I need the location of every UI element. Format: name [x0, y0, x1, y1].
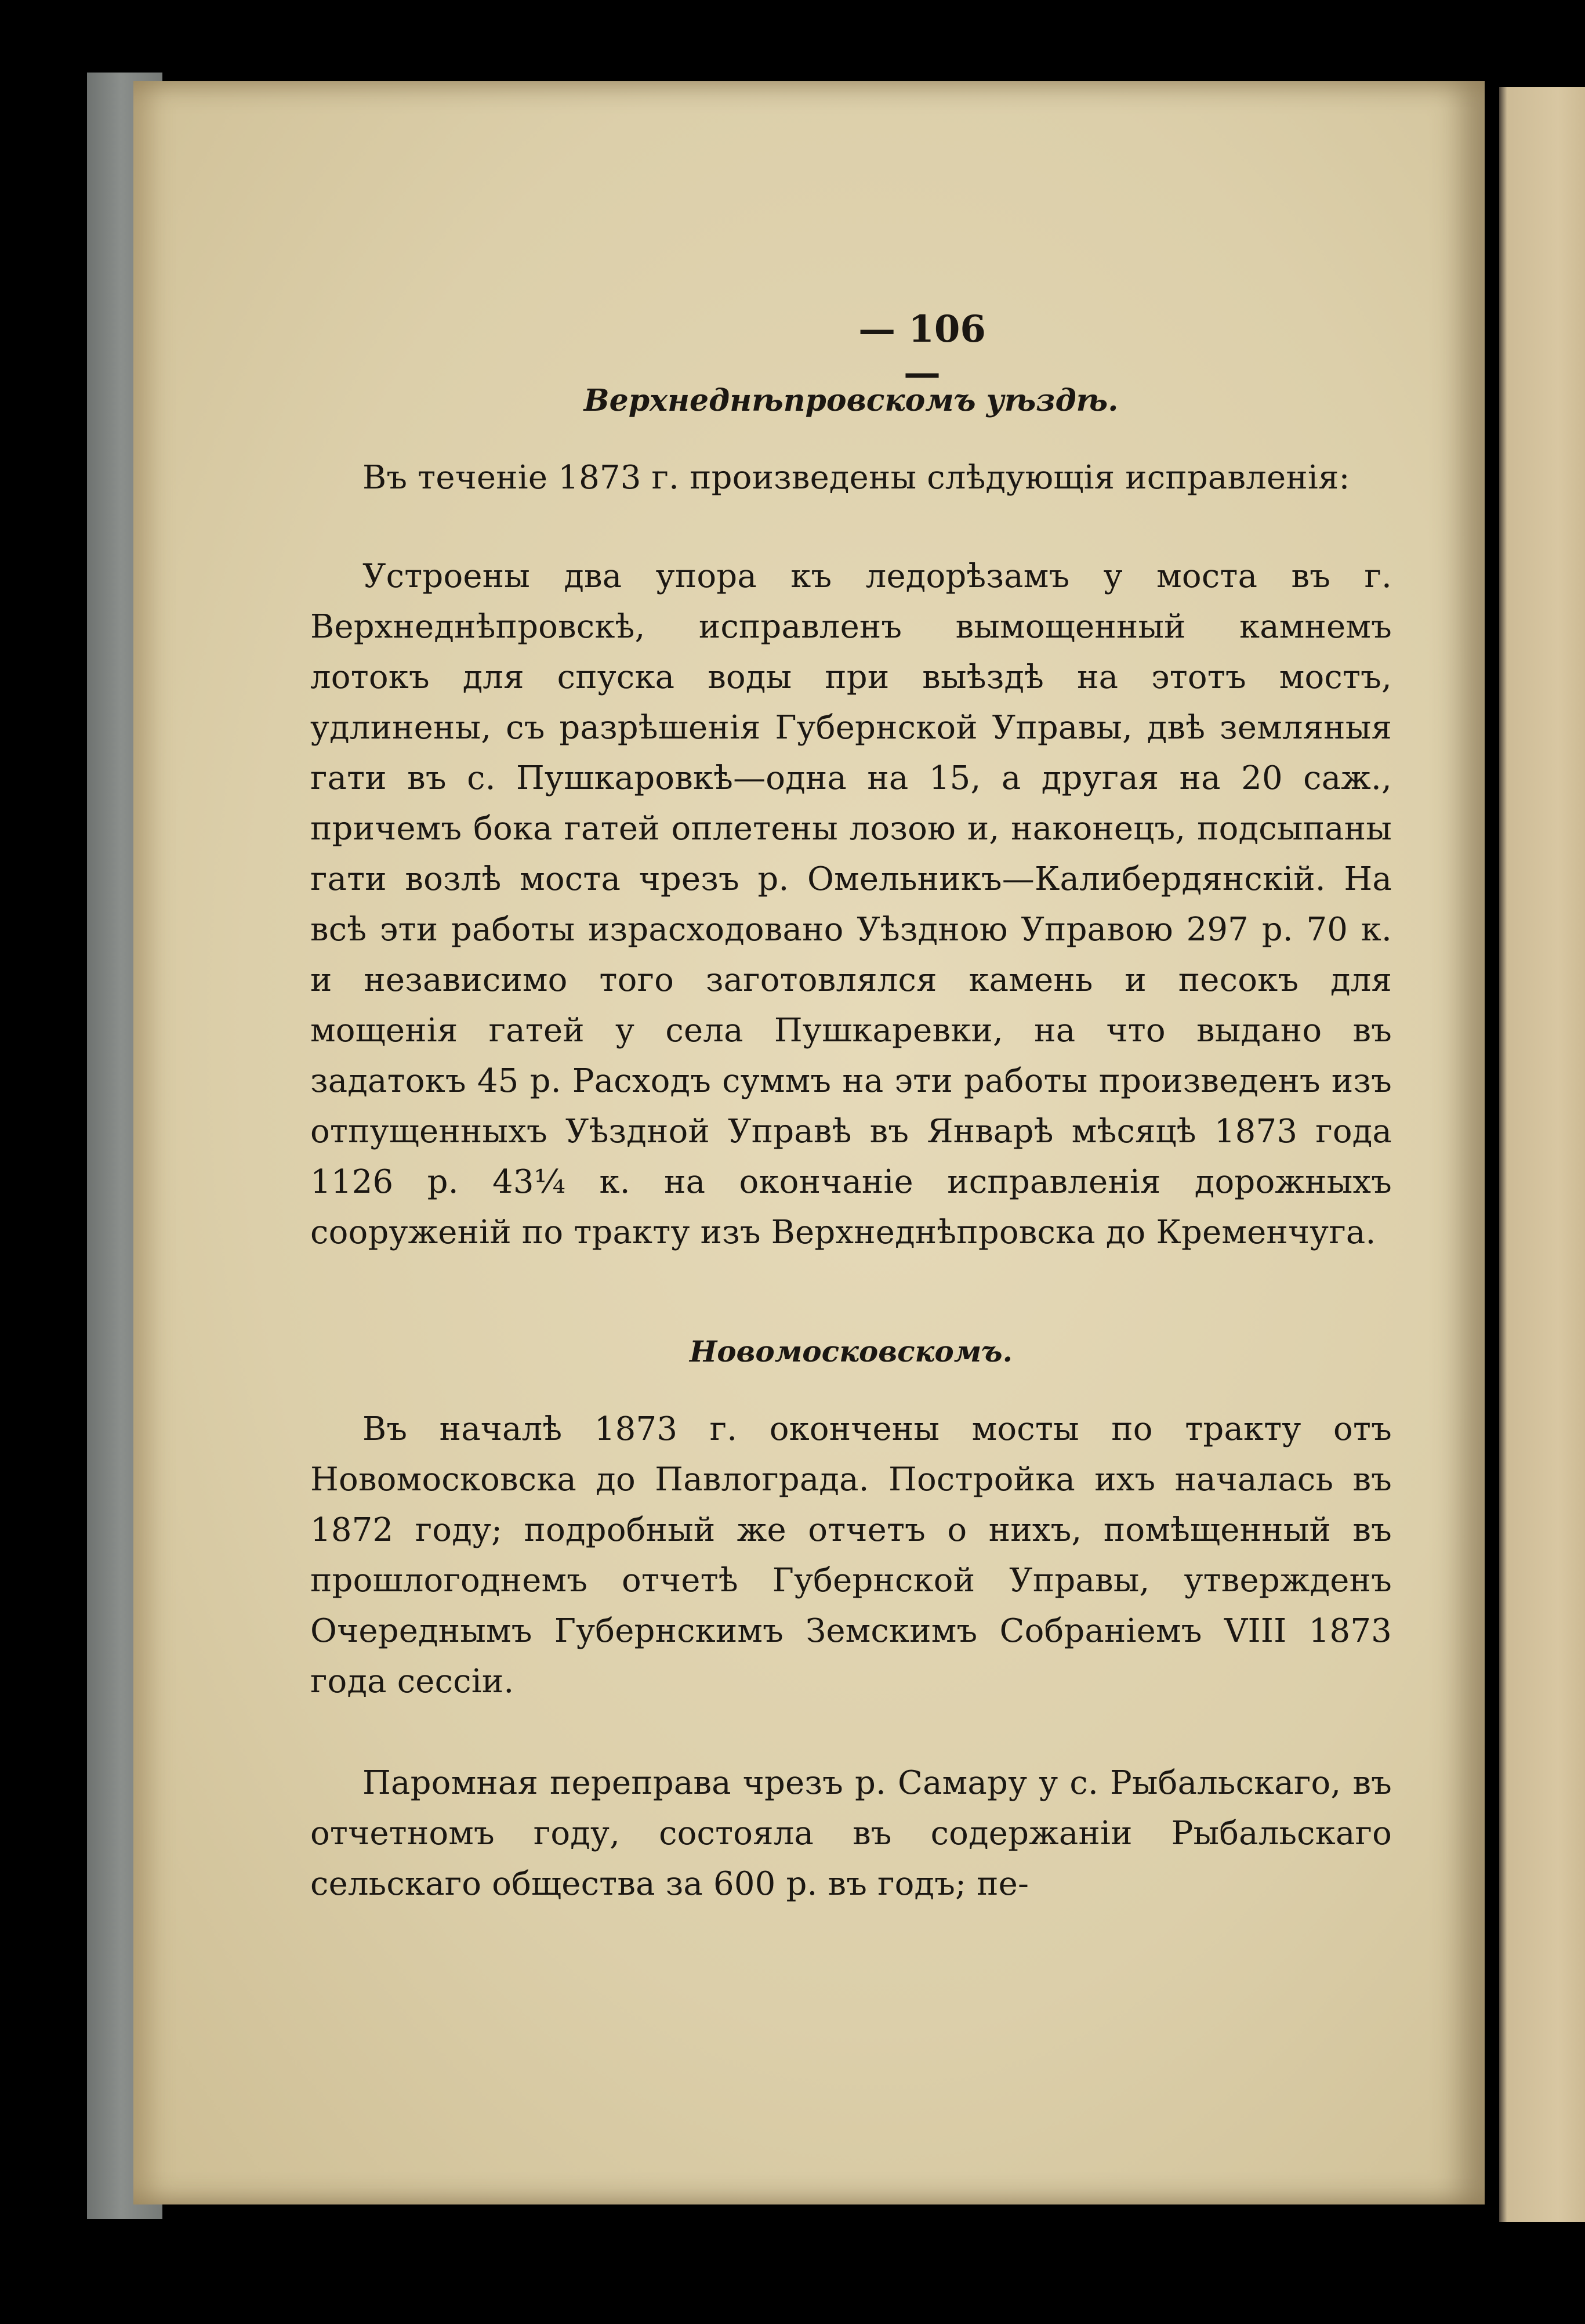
section-heading: Верхнеднѣпровскомъ уѣздѣ.	[583, 383, 1119, 418]
paragraph: Устроены два упора къ ледорѣзамъ у моста въ г. Верхнеднѣпровскѣ, исправленъ вымощенный камнемъ лотокъ для спуска воды при выѣздѣ на этотъ мостъ, удлинены, съ разрѣшенія Губернской Управы, двѣ земляныя гати въ с. Пушкаровкѣ—одна на 15, а другая на 20 саж., причемъ бока гатей оплетены лозою и, наконецъ, подсыпаны гати возлѣ моста чрезъ р. Омельникъ—Калибердянскій. На всѣ эти работы израсходовано Уѣздною Управою 297 р. 70 к. и независимо того заготовлялся камень и песокъ для мощенія гатей у села Пушкаревки, на что выдано въ задатокъ 45 р. Расходъ суммъ на эти работы произведенъ изъ отпущенныхъ Уѣздной Управѣ въ Январѣ мѣсяцѣ 1873 года 1126 р. 43¼ к. на окончаніе исправленія дорожныхъ сооруженій по тракту изъ Верхнеднѣпровска до Кременчуга.	[310, 558, 1392, 1251]
section-heading: Новомосковскомъ.	[689, 1334, 1013, 1369]
adjacent-page-edge	[1499, 87, 1585, 2222]
paragraph: Въ началѣ 1873 г. окончены мосты по тракту отъ Новомосковска до Павлограда. Постройка ихъ началась въ 1872 году; подробный же отчетъ о нихъ, помѣщенный въ прошлогоднемъ отчетѣ Губернской Управы, утвержденъ Очереднымъ Губернскимъ Земскимъ Собраніемъ VIII 1873 года сессіи.	[310, 1410, 1392, 1700]
page-number: — 106 —	[858, 307, 986, 394]
paragraph: Въ теченіе 1873 г. произведены слѣдующія исправленія:	[362, 459, 1350, 497]
paragraph: Паромная переправа чрезъ р. Самару у с. Рыбальскаго, въ отчетномъ году, состояла въ содержаніи Рыбальскаго сельскаго общества за 600 р. въ годъ; пе-	[310, 1764, 1392, 1903]
